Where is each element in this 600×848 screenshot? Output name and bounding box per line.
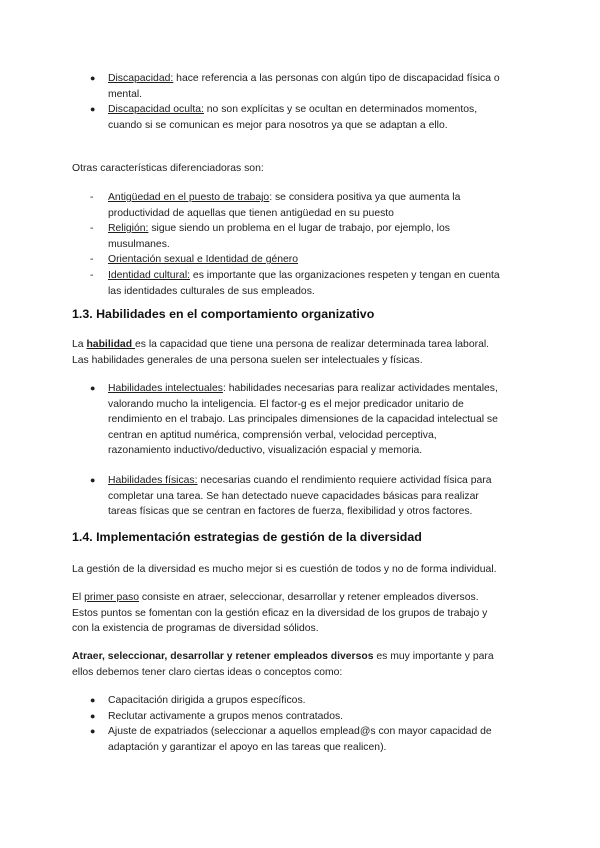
list-item <box>72 252 600 268</box>
section-1-4-heading: 1.4. Implementación estrategias de gestión de la diversidad <box>72 530 422 544</box>
dash-marker: - <box>90 223 94 235</box>
list-item: ● Capacitación dirigida a grupos específicos. <box>72 693 600 709</box>
dash-marker: - <box>90 192 94 203</box>
term: Orientación sexual e Identidad de género <box>108 254 299 266</box>
term: Discapacidad: <box>108 73 174 84</box>
bullet-icon: ● <box>90 383 96 393</box>
list-item: - Antigüedad en el puesto de trabajo: se considera positiva ya que aumenta la productividad de aquellas que tienen antigüedad en su puesto <box>90 192 461 219</box>
diversity-paragraph: La gestión de la diversidad es mucho mejor si es cuestión de todos y no de forma individual. <box>72 564 497 575</box>
bullet-icon: ● <box>90 726 96 737</box>
primer-paso-paragraph: El primer paso consiste en atraer, seleccionar, desarrollar y retener empleados diversos. Estos puntos se fomentan con la gestión eficaz en la diversidad de los grupos de trabajo y con la existencia de programas de diversidad sólidos. <box>72 592 488 635</box>
term: Habilidades físicas: <box>108 474 198 486</box>
disability-list <box>72 71 600 133</box>
list-item: - Identidad cultural: es importante que las organizaciones respeten y tengan en cuenta las identidades culturales de sus empleados. <box>90 269 500 297</box>
list-item: ● Reclutar activamente a grupos menos contratados. <box>72 709 600 725</box>
bullet-icon: ● <box>90 695 96 705</box>
term: habilidad <box>86 339 135 350</box>
dash-marker: - <box>90 254 94 266</box>
bullet-icon: ● <box>90 73 96 83</box>
skills-list <box>72 381 600 520</box>
term: Religión: <box>108 223 149 235</box>
section-1-3-heading: 1.3. Habilidades en el comportamiento organizativo <box>72 307 375 321</box>
bullet-icon: ● <box>90 104 96 115</box>
term: Discapacidad oculta: <box>108 104 204 116</box>
list-item: ● Habilidades físicas: necesarias cuando el rendimiento requiere actividad física para completar una tarea. Se han detectado nueve capacidades básicas para realizar tareas físicas que se centran en factores de fuerza, flexibilidad y otros factores. <box>90 474 492 518</box>
otras-intro: Otras características diferenciadoras son: <box>72 163 264 174</box>
characteristics-list <box>72 190 600 299</box>
dash-marker: - <box>90 269 94 281</box>
term: Habilidades intelectuales <box>108 383 223 394</box>
bullet-icon: ● <box>90 710 96 721</box>
bullet-icon: ● <box>90 474 96 485</box>
concepts-list <box>72 693 600 755</box>
list-item: - Religión: sigue siendo un problema en el lugar de trabajo, por ejemplo, los musulmanes. <box>90 223 450 250</box>
atraer-paragraph: Atraer, seleccionar, desarrollar y retener empleados diversos es muy importante y para ellos debemos tener claro ciertas ideas o conceptos como: <box>72 651 494 678</box>
list-item: ● Ajuste de expatriados (seleccionar a aquellos emplead@s con mayor capacidad de adaptación y garantizar el apoyo en las tareas que realicen). <box>90 726 492 753</box>
list-item: ● Habilidades intelectuales: habilidades necesarias para realizar actividades mentales, valorando mucho la inteligencia. El factor-g es el mejor predicador unitario de rendimiento en el trabajo. Las principales dimensiones de la capacidad intelectual se centran en aptitud numérica, comprensión verbal, velocidad perceptiva, razonamiento inductivo/deductivo, visualización espacial y memoria. <box>90 383 498 457</box>
term: primer paso <box>84 592 140 603</box>
habilidad-paragraph: La habilidad es la capacidad que tiene una persona de realizar determinada tarea laboral. Las habilidades generales de una persona suelen ser intelectuales y físicas. <box>72 339 490 366</box>
term: Antigüedad en el puesto de trabajo <box>108 192 270 203</box>
list-item: ● Discapacidad: hace referencia a las personas con algún tipo de discapacidad física o mental. <box>90 73 500 100</box>
term: Identidad cultural: <box>108 269 191 281</box>
list-item: ● Discapacidad oculta: no son explícitas y se ocultan en determinados momentos, cuando si se comunican es mejor para nosotros ya que se adaptan a ello. <box>90 104 478 131</box>
